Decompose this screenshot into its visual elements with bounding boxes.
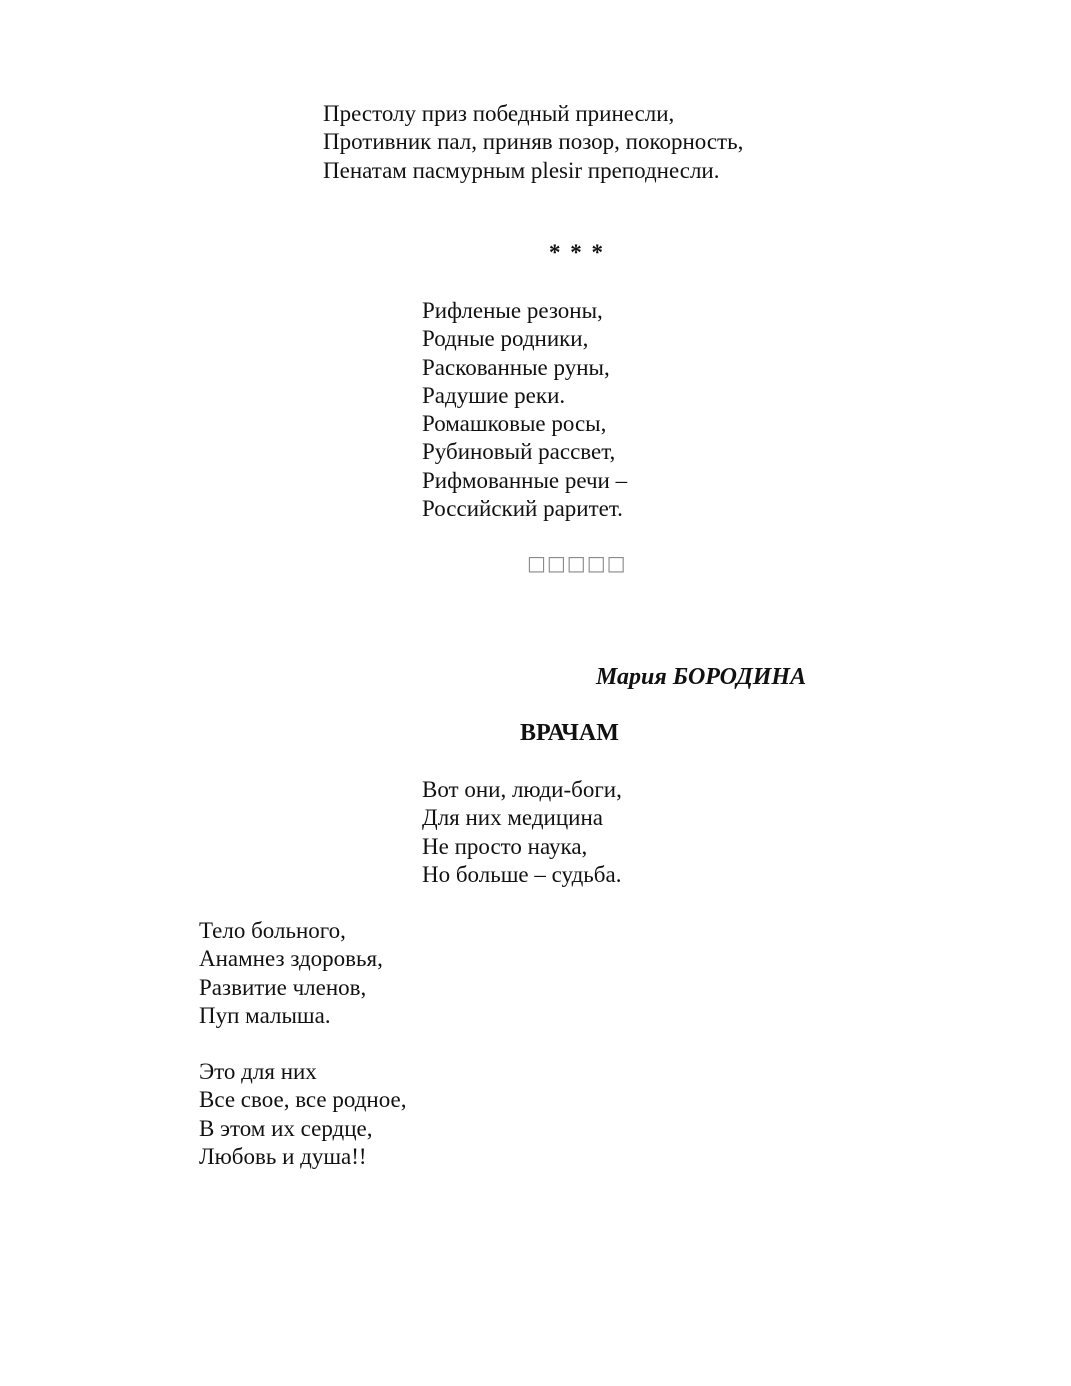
- poem-line: Противник пал, приняв позор, покорность,: [323, 129, 744, 155]
- author-name: Мария БОРОДИНА: [596, 664, 807, 690]
- poem-line: Тело больного,: [199, 918, 346, 943]
- poem-line: Вот они, люди-боги,: [422, 777, 622, 802]
- poem-line: Пуп малыша.: [199, 1002, 331, 1028]
- poem-r-stanza: [422, 297, 627, 523]
- poem-line: Анамнез здоровья,: [199, 946, 383, 972]
- poem-ending-stanza: [323, 100, 743, 185]
- poem-line: Престолу приз победный принесли,: [323, 101, 675, 126]
- poem-stanza-3: [199, 1058, 406, 1171]
- poem-line: Но больше – судьба.: [422, 861, 622, 887]
- poem-line: Для них медицина: [422, 805, 603, 831]
- poem-line: Не просто наука,: [422, 833, 588, 859]
- poem-line: Ромашковые росы,: [422, 411, 607, 437]
- poem-line: Рифленые резоны,: [422, 298, 603, 323]
- poem-line: Любовь и душа!!: [199, 1143, 367, 1169]
- poem-line: В этом их сердце,: [199, 1115, 373, 1141]
- poem-line: Раскованные руны,: [422, 354, 610, 380]
- poem-line: Все свое, все родное,: [199, 1087, 407, 1113]
- poem-stanza-1: [422, 776, 622, 889]
- poem-line: Российский раритет.: [422, 496, 623, 522]
- poem-line: Радушие реки.: [422, 382, 566, 408]
- poem-line: Пенатам пасмурным plesir преподнесли.: [323, 157, 720, 183]
- ornament-divider: □□□□□: [527, 551, 627, 575]
- poem-line: Развитие членов,: [199, 974, 367, 1000]
- poem-title: ВРАЧАМ: [520, 720, 619, 746]
- poem-line: Это для них: [199, 1059, 317, 1084]
- section-separator: * * *: [549, 240, 605, 265]
- poem-line: Родные родники,: [422, 326, 589, 352]
- poem-line: Рифмованные речи –: [422, 467, 628, 493]
- poem-line: Рубиновый рассвет,: [422, 439, 616, 465]
- poem-stanza-2: [199, 917, 383, 1030]
